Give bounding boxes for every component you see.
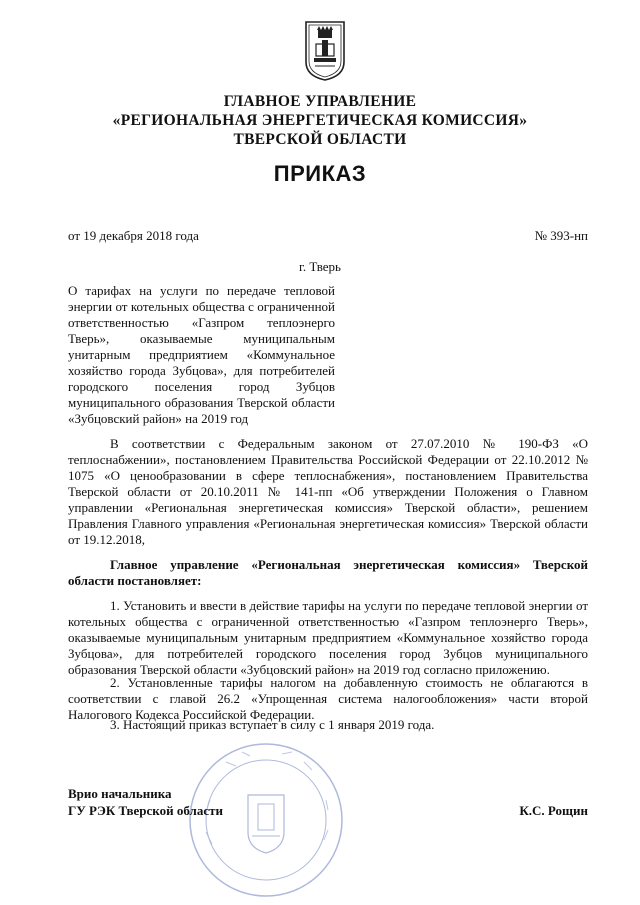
- signer-name: К.С. Рощин: [519, 803, 588, 818]
- preamble-paragraph: В соответствии с Федеральным законом от 27.07.2010 № 190-ФЗ «О теплоснабжении», постановлением Правительства Российской Федерации от 22.10.2012 № 1075 «О ценообразовании в сфере теплоснабжения», постановлением Правительства Тверской области от 20.10.2011 № 141-пп «Об утверждении Положения о Главном управлении «Региональная энергетическая комиссия» Тверской области», решением Правления Главного управления «Региональная энергетическая комиссия» Тверской области от 19.12.2018,: [68, 436, 588, 547]
- org-header-line2: «РЕГИОНАЛЬНАЯ ЭНЕРГЕТИЧЕСКАЯ КОМИССИЯ»: [112, 112, 528, 129]
- official-seal-stamp: [186, 740, 346, 900]
- signer-position-line1: Врио начальника: [68, 786, 172, 801]
- order-date: от 19 декабря 2018 года: [68, 228, 199, 243]
- item-3: 3. Настоящий приказ вступает в силу с 1 января 2019 года.: [110, 717, 435, 732]
- org-header-line1: ГЛАВНОЕ УПРАВЛЕНИЕ: [223, 93, 417, 110]
- item-2: 2. Установленные тарифы налогом на добавленную стоимость не облагаются в соответствии с главой 26.2 «Упрощенная система налогообложения» части второй Налогового Кодекса Российской Федерации.: [68, 675, 588, 722]
- org-header-line3: ТВЕРСКОЙ ОБЛАСТИ: [233, 131, 407, 148]
- order-city: г. Тверь: [299, 259, 341, 274]
- item-1: 1. Установить и ввести в действие тарифы на услуги по передаче тепловой энергии от котельных общества с ограниченной ответственностью «Газпром теплоэнерго Тверь», оказываемые муниципальным унитарным предприятием «Коммунальное хозяйство города Зубцова», для потребителей городского поселения город Зубцов муниципального образования Тверской области «Зубцовский район» на 2019 год согласно приложению.: [68, 598, 588, 677]
- resolves-paragraph: Главное управление «Региональная энергетическая комиссия» Тверской области постановляет:: [68, 557, 588, 588]
- order-number: № 393-нп: [534, 228, 588, 243]
- order-subject: О тарифах на услуги по передаче тепловой энергии от котельных общества с ограниченной ответственностью «Газпром теплоэнерго Тверь», оказываемые муниципальным унитарным предприятием «Коммунальное хозяйство города Зубцова», для потребителей городского поселения город Зубцов муниципального образования Тверской области «Зубцовский район» на 2019 год: [68, 283, 335, 426]
- signer-position-line2: ГУ РЭК Тверской области: [68, 803, 223, 818]
- doc-type-title: ПРИКАЗ: [273, 161, 367, 186]
- coat-of-arms-emblem: [303, 18, 347, 82]
